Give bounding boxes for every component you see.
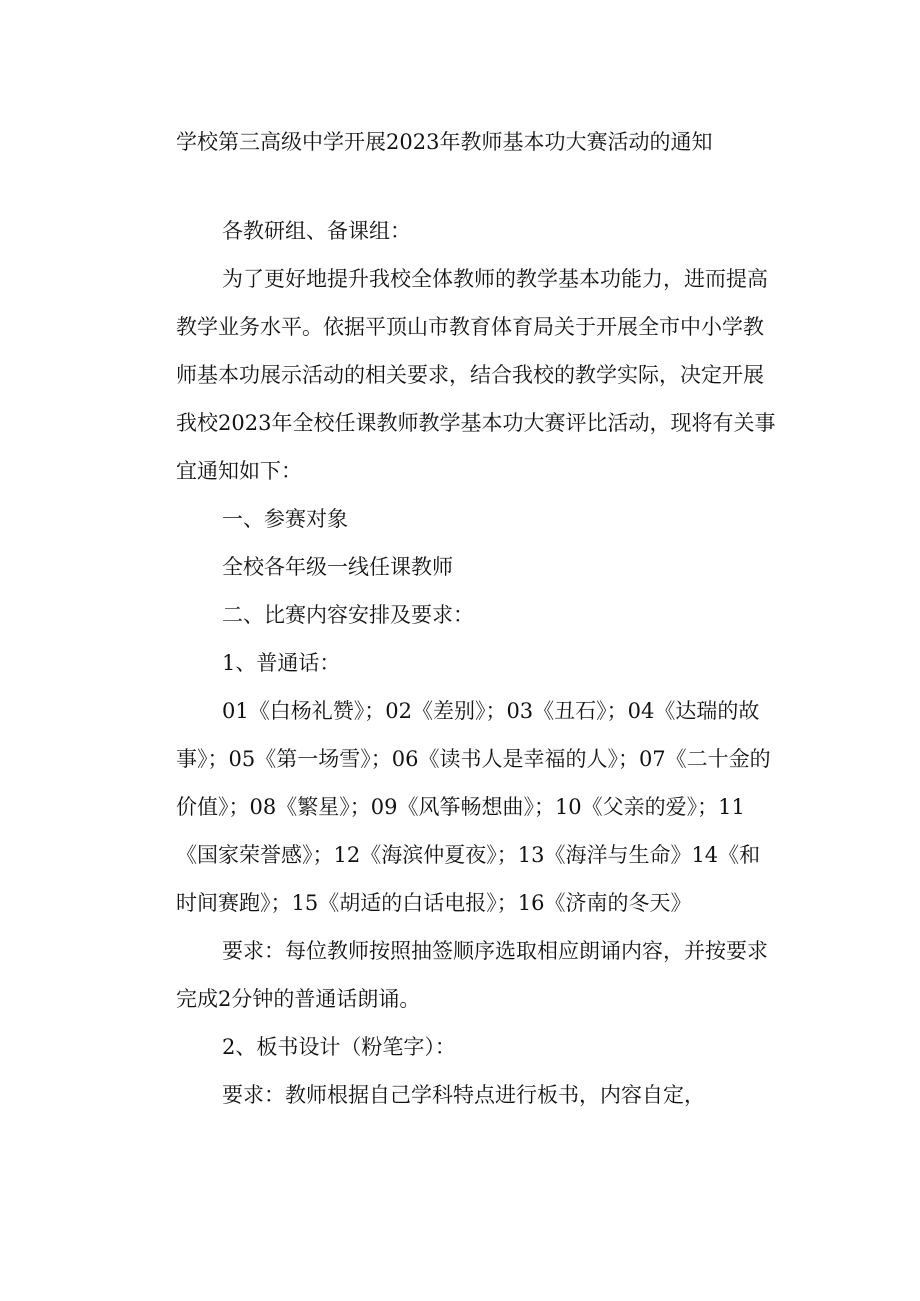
item-1-heading: 1、普通话： <box>222 651 341 675</box>
section-2-heading: 二、比赛内容安排及要求： <box>222 603 474 627</box>
greeting: 各教研组、备课组： <box>222 219 411 243</box>
item-1-reading-list: 01《白杨礼赞》；02《差别》；03《丑石》；04《达瑞的故事》；05《第一场雪》；06《读书人是幸福的人》；07《二十金的价值》；08《繁星》；09《风筝畅想曲》；10《父亲的爱》；11《国家荣誉感》；12《海滨仲夏夜》；13《海洋与生命》14《和时间赛跑》；15《胡适的白话电报》；16《济南的冬天》 <box>176 699 771 915</box>
intro-paragraph: 为了更好地提升我校全体教师的教学基本功能力，进而提高教学业务水平。依据平顶山市教育体育局关于开展全市中小学教师基本功展示活动的相关要求，结合我校的教学实际，决定开展我校2023年全校任课教师教学基本功大赛评比活动，现将有关事宜通知如下： <box>176 267 776 483</box>
document-body <box>176 207 776 1119</box>
document-title: 学校第三高级中学开展2023年教师基本功大赛活动的通知 <box>176 130 713 154</box>
item-2-requirement: 要求：教师根据自己学科特点进行板书，内容自定， <box>222 1083 705 1107</box>
section-1-heading: 一、参赛对象 <box>222 507 348 531</box>
section-1-body: 全校各年级一线任课教师 <box>222 555 453 579</box>
item-2-heading: 2、板书设计（粉笔字）： <box>222 1035 456 1059</box>
item-1-requirement: 要求：每位教师按照抽签顺序选取相应朗诵内容，并按要求完成2分钟的普通话朗诵。 <box>176 939 768 1011</box>
